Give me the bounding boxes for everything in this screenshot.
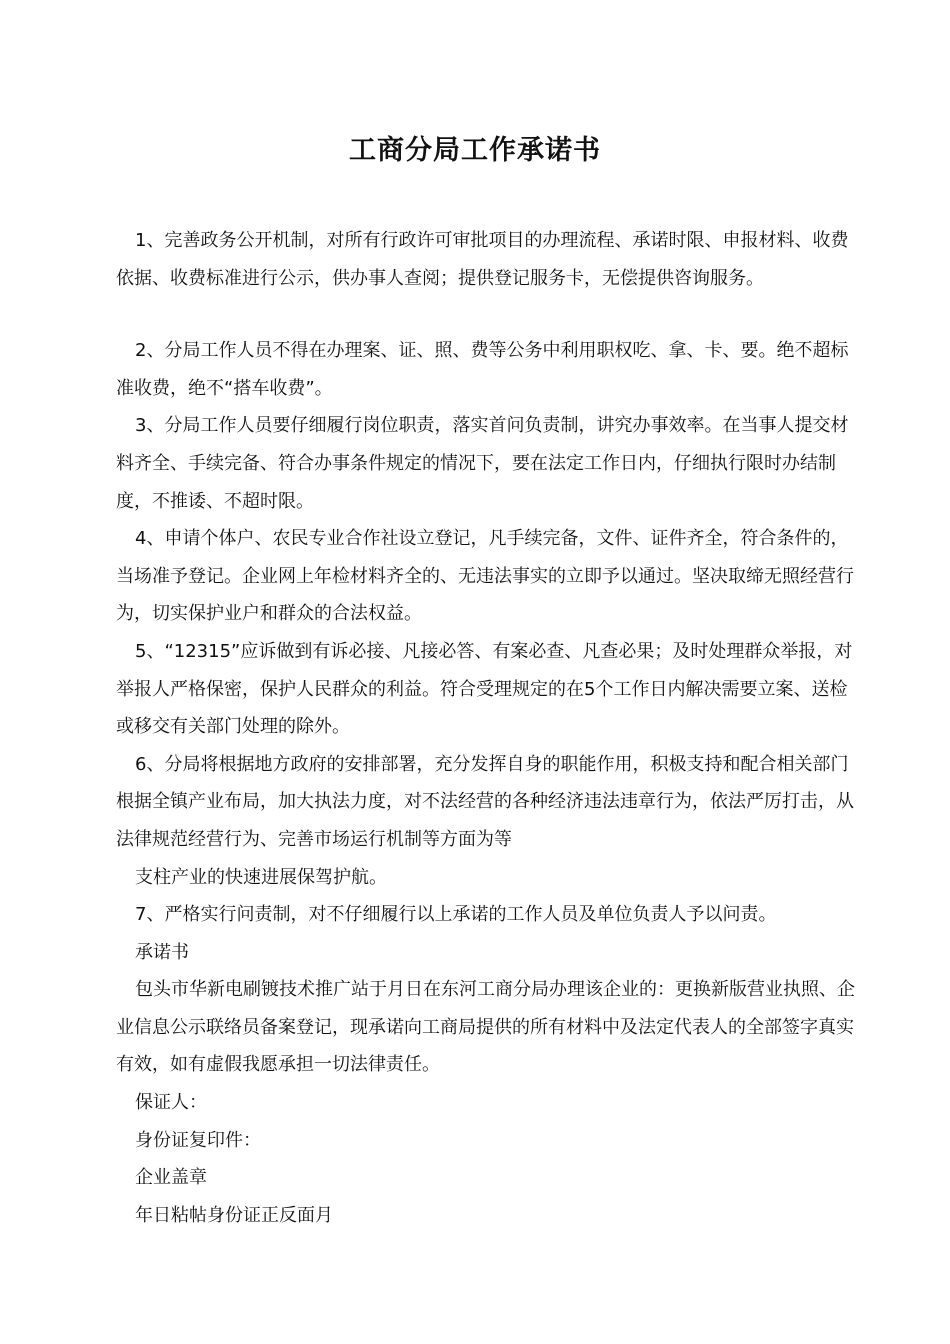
paragraph-4: 4、申请个体户、农民专业合作社设立登记，凡手续完备，文件、证件齐全，符合条件的，当场准予登记。企业网上年检材料齐全的、无违法事实的立即予以通过。坚决取缔无照经营行为，切实保护业户和群众的合法权益。	[116, 528, 854, 625]
paragraph-1: 1、完善政务公开机制，对所有行政许可审批项目的办理流程、承诺时限、申报材料、收费依据、收费标准进行公示，供办事人查阅；提供登记服务卡，无偿提供咨询服务。	[116, 230, 849, 289]
id-copy-label: 身份证复印件：	[135, 1129, 261, 1151]
paragraph-3: 3、分局工作人员要仔细履行岗位职责，落实首问负责制，讲究办事效率。在当事人提交材料齐全、手续完备、符合办事条件规定的情况下，要在法定工作日内，仔细执行限时办结制度，不推诿、不超时限。	[116, 415, 849, 512]
paragraph-2: 2、分局工作人员不得在办理案、证、照、费等公务中利用职权吃、拿、卡、要。绝不超标准收费，绝不“搭车收费”。	[116, 340, 849, 399]
pledge-statement: 包头市华新电刷镀技术推广站于月日在东河工商分局办理该企业的：更换新版营业执照、企业信息公示联络员备案登记，现承诺向工商局提供的所有材料中及法定代表人的全部签字真实有效，如有虚假我愿承担一切法律责任。	[116, 979, 855, 1076]
company-seal-label: 企业盖章	[135, 1167, 207, 1189]
paragraph-5: 5、“12315”应诉做到有诉必接、凡接必答、有案必查、凡查必果；及时处理群众举报，对举报人严格保密，保护人民群众的利益。符合受理规定的在5个工作日内解决需要立案、送检或移交有关部门处理的除外。	[116, 640, 853, 738]
paragraph-6-continued: 支柱产业的快速进展保驾护航。	[135, 866, 387, 888]
document-title: 工商分局工作承诺书	[349, 135, 601, 166]
paragraph-6: 6、分局将根据地方政府的安排部署，充分发挥自身的职能作用，积极支持和配合相关部门根据全镇产业布局，加大执法力度，对不法经营的各种经济违法违章行为，依法严厉打击，从法律规范经营行为、完善市场运行机制等方面为等	[116, 753, 854, 850]
id-paste-date-label: 年日粘帖身份证正反面月	[135, 1204, 333, 1226]
pledge-heading: 承诺书	[135, 941, 189, 963]
paragraph-7: 7、严格实行问责制，对不仔细履行以上承诺的工作人员及单位负责人予以问责。	[135, 904, 777, 926]
guarantor-label: 保证人：	[135, 1092, 207, 1114]
document-body	[116, 222, 856, 1234]
